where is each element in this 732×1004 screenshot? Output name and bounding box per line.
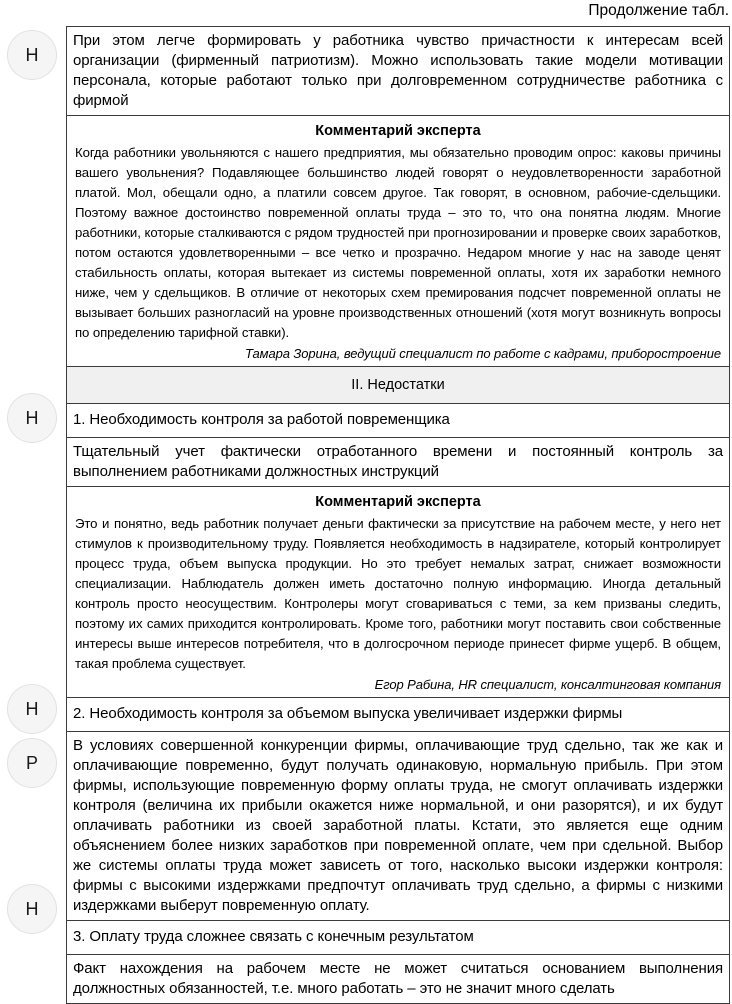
advantage-text-row: При этом легче формировать у работника чувство причастности к интересам всей организации (фирменный патриотизм). Можно использовать такие модели мотивации персонала, которые работают только при долговременном сотрудничестве работника с фирмой — [67, 27, 729, 116]
section-header-disadvantages: II. Недостатки — [67, 367, 729, 404]
comment-2-signature: Егор Рабина, HR специалист, консалтинговая компания — [374, 677, 721, 692]
comment-1-signature: Тамара Зорина, ведущий специалист по работе с кадрами, приборостроение — [244, 346, 721, 361]
comment-1-title: Комментарий эксперта — [315, 123, 481, 139]
margin-marker-5: Н — [7, 884, 57, 934]
expert-comment-2 — [67, 487, 729, 698]
disadvantage-2-text-row: В условиях совершенной конкуренции фирмы, оплачивающие труд сдельно, так же как и оплачивающие повременно, будут получать одинаковую, нормальную прибыль. При этом фирмы, использующие повременную форму оплаты труда, не смогут оплачивать издержки контроля (величина их прибыли окажется ниже нормальной, и они разорятся), и их будут оплачивать работники из своей заработной платы. Кстати, это является еще одним объяснением более низких заработков при повременной оплате, чем при сдельной. Выбор же системы оплаты труда может зависеть от того, насколько высоки издержки контроля: фирмы с высокими издержками предпочтут оплачивать труд сдельно, а фирмы с низкими издержками выберут повременную оплату. — [67, 732, 729, 921]
comment-1-body: Когда работники увольняются с нашего предприятия, мы обязательно проводим опрос: каковы причины вашего увольнения? Подавляющее большинство людей говорят о неудовлетворенности заработной платой. Мол, обещали одно, а платили совсем другое. Так говорят, в основном, рабочие-сдельщики. Поэтому важное достоинство повременной оплаты труда – это то, что она понятна людям. Многие работники, которые сталкиваются с рядом трудностей при прогнозировании и проверке своих заработков, потом остаются удовлетворенными – все четко и прозрачно. Недаром многие у нас на заводе ценят стабильность оплаты, которая вытекает из системы повременной оплаты, хотя их заработки немного ниже, чем у сдельщиков. В отличие от некоторых схем премирования подсчет повременной оплаты не вызывает больших разногласий на уровне производственных отношений (хотя могут возникнуть вопросы по определению тарифной ставки). — [75, 145, 721, 340]
table-continuation-label: Продолжение табл. — [588, 2, 729, 19]
expert-comment-1 — [67, 116, 729, 367]
disadvantage-3-text-row: Факт нахождения на рабочем месте не может считаться основанием выполнения должностных обязанностей, т.е. много работать – это не значит много сделать — [73, 960, 723, 997]
margin-marker-2: Н — [7, 393, 57, 443]
comment-2-title: Комментарий эксперта — [315, 494, 481, 510]
disadvantage-2-title-row: 2. Необходимость контроля за объемом выпуска увеличивает издержки фирмы — [67, 698, 729, 732]
margin-marker-3: Н — [7, 684, 57, 734]
disadvantage-3-title-row: 3. Оплату труда сложнее связать с конечным результатом — [67, 921, 729, 955]
comment-2-body: Это и понятно, ведь работник получает деньги фактически за присутствие на рабочем месте, у него нет стимулов к производительному труду. Появляется необходимость в надзирателе, который контролирует процесс труда, объем выпуска продукции. Но это требует немалых затрат, снижает возможности специализации. Наблюдатель должен иметь достаточно полную информацию. Иногда детальный контроль просто неосуществим. Контролеры могут сговариваться с теми, за кем призваны следить, поэтому их самих приходится контролировать. Кроме того, работники могут поставить свои собственные интересы выше интересов потребителя, что в долгосрочном периоде принесет фирме ущерб. В общем, такая проблема существует. — [75, 516, 721, 671]
margin-marker-4: Р — [7, 738, 57, 788]
content-table — [66, 26, 730, 1004]
margin-marker-1: Н — [7, 30, 57, 80]
disadvantage-1-text-row: Тщательный учет фактически отработанного времени и постоянный контроль за выполнением работниками должностных инструкций — [67, 438, 729, 487]
disadvantage-1-title-row: 1. Необходимость контроля за работой повременщика — [67, 404, 729, 438]
